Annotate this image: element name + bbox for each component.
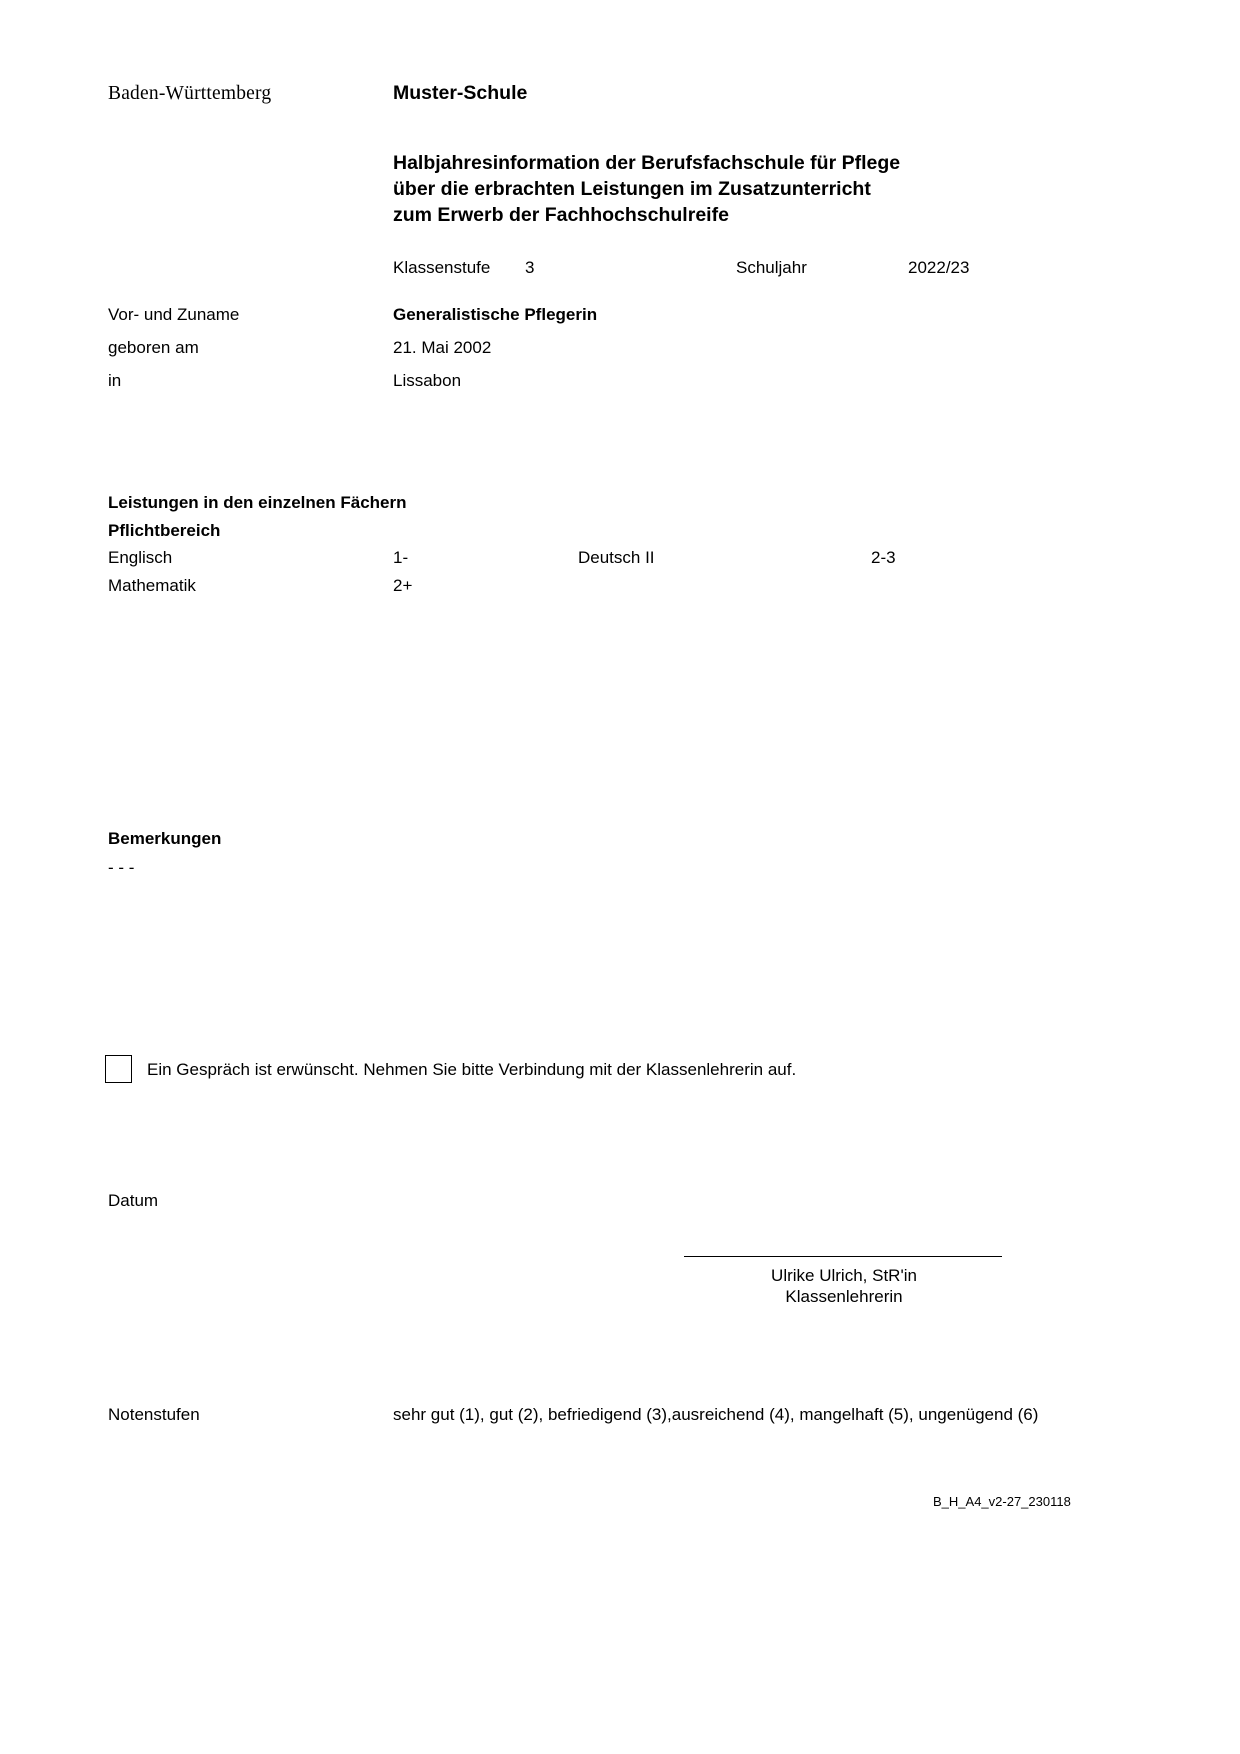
subject-grade: 2-3 [871,548,896,567]
subject-grade: 1- [393,548,409,567]
birth-date-label: geboren am [108,338,199,357]
signature-block [684,1256,1004,1307]
student-name-value: Generalistische Pflegerin [393,305,598,324]
consultation-label: Ein Gespräch ist erwünscht. Nehmen Sie bitte Verbindung mit der Klassenlehrerin auf. [147,1060,797,1079]
document-title-line-1: Halbjahresinformation der Berufsfachschule für Pflege [393,152,901,174]
document-title [393,150,1033,228]
grades-subsection-heading: Pflichtbereich [108,521,221,540]
signature-role: Klassenlehrerin [785,1287,903,1306]
remarks-heading: Bemerkungen [108,829,222,848]
class-and-schoolyear-row [393,258,993,280]
student-name-label: Vor- und Zuname [108,305,240,324]
grades-section-heading: Leistungen in den einzelnen Fächern [108,493,407,512]
document-title-line-3: zum Erwerb der Fachhochschulreife [393,204,729,226]
date-label: Datum [108,1191,159,1210]
consultation-checkbox[interactable] [105,1055,132,1083]
state-label: Baden-Württemberg [108,83,272,104]
birth-place-label: in [108,371,122,390]
form-identifier: B_H_A4_v2-27_230118 [933,1494,1071,1509]
signature-line [684,1256,1002,1257]
subject-name: Englisch [108,548,173,567]
subject-grade: 2+ [393,576,413,595]
class-level-label: Klassenstufe [393,258,491,277]
document-title-line-2: über die erbrachten Leistungen im Zusatzunterricht [393,178,871,200]
grade-scale-label: Notenstufen [108,1405,200,1424]
remarks-text: - - - [108,858,135,877]
subject-name: Mathematik [108,576,196,595]
class-level-value: 3 [525,258,535,277]
birth-date-value: 21. Mai 2002 [393,338,492,357]
school-year-label: Schuljahr [736,258,807,277]
signature-name: Ulrike Ulrich, StR'in [771,1266,917,1285]
grade-scale-text: sehr gut (1), gut (2), befriedigend (3),ausreichend (4), mangelhaft (5), ungenügend (6) [393,1405,1039,1424]
school-year-value: 2022/23 [908,258,970,277]
birth-place-value: Lissabon [393,371,462,390]
subject-name: Deutsch II [578,548,655,567]
school-name: Muster-Schule [393,82,528,104]
